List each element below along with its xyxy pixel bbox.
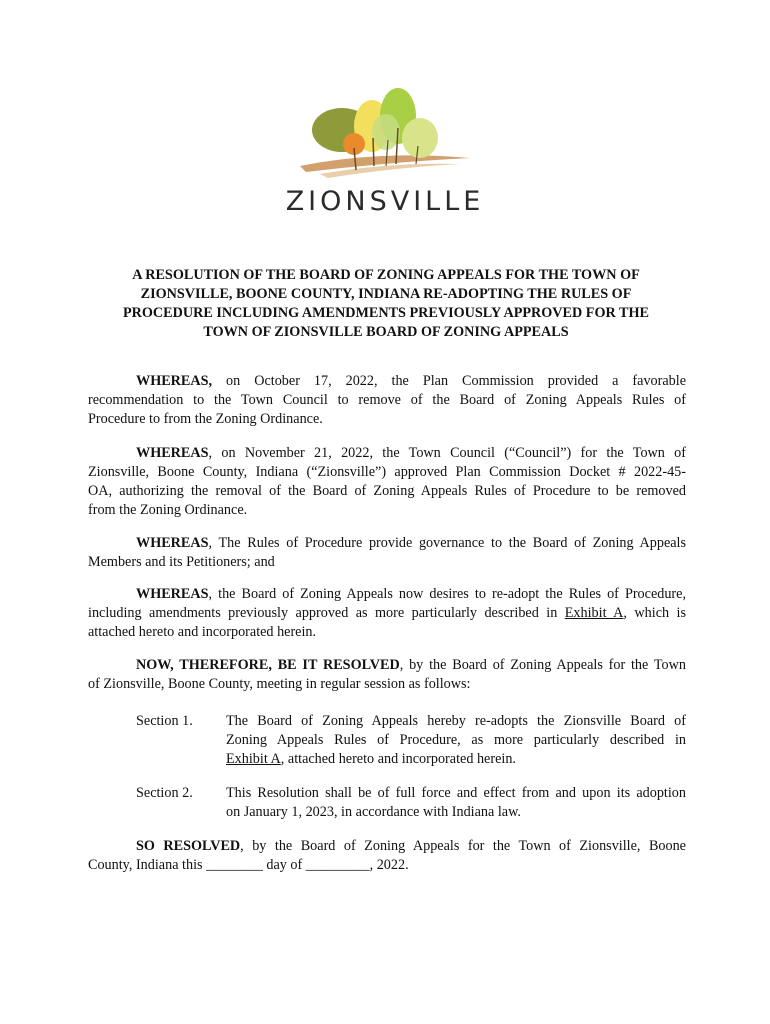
- title-line: PROCEDURE INCLUDING AMENDMENTS PREVIOUSLY APPROVED FOR THE: [122, 305, 650, 321]
- whereas-paragraph-4: WHEREAS, the Board of Zoning Appeals now desires to re-adopt the Rules of Procedure, including amendments previously approved as more particularly described in Exhibit A, which is attached hereto and incorporated herein.: [88, 586, 686, 640]
- exhibit-a-reference: Exhibit A: [564, 605, 624, 621]
- section-2-body: This Resolution shall be of full force and effect from and upon its adoption on January 1, 2023, in accordance with Indiana law.: [226, 785, 686, 820]
- exhibit-a-reference: Exhibit A: [226, 751, 281, 767]
- section-1-label: Section 1.: [136, 713, 193, 729]
- resolution-title: [96, 266, 676, 342]
- section-2-label: Section 2.: [136, 785, 193, 801]
- title-line: TOWN OF ZIONSVILLE BOARD OF ZONING APPEALS: [203, 324, 569, 340]
- title-line: A RESOLUTION OF THE BOARD OF ZONING APPEALS FOR THE TOWN OF: [132, 267, 640, 283]
- zionsville-logo: [270, 88, 500, 218]
- title-line: ZIONSVILLE, BOONE COUNTY, INDIANA RE-ADOPTING THE RULES OF: [140, 286, 632, 302]
- so-resolved-paragraph: SO RESOLVED, by the Board of Zoning Appeals for the Town of Zionsville, Boone County, Indiana this ________ day of _________, 2022.: [88, 838, 686, 873]
- section-1-body: The Board of Zoning Appeals hereby re-adopts the Zionsville Board of Zoning Appeals Rules of Procedure, as more particularly described in Exhibit A, attached hereto and incorporated herein.: [226, 713, 686, 767]
- trees-logo-graphic: [270, 88, 500, 184]
- resolved-paragraph: NOW, THEREFORE, BE IT RESOLVED, by the Board of Zoning Appeals for the Town of Zionsville, Boone County, meeting in regular session as follows:: [88, 657, 686, 692]
- whereas-paragraph-1: WHEREAS, on October 17, 2022, the Plan Commission provided a favorable recommendation to the Town Council to remove of the Board of Zoning Appeals Rules of Procedure to from the Zoning Ordinance.: [88, 373, 686, 427]
- logo-wordmark: ZIONSVILLE: [285, 186, 485, 217]
- whereas-paragraph-3: WHEREAS, The Rules of Procedure provide governance to the Board of Zoning Appeals Members and its Petitioners; and: [88, 535, 686, 570]
- whereas-paragraph-2: WHEREAS, on November 21, 2022, the Town Council (“Council”) for the Town of Zionsville, Boone County, Indiana (“Zionsville”) approved Plan Commission Docket # 2022-45- OA, authorizing the removal of the Board of Zoning Appeals Rules of Procedure to be removed from the Zoning Ordinance.: [88, 445, 686, 518]
